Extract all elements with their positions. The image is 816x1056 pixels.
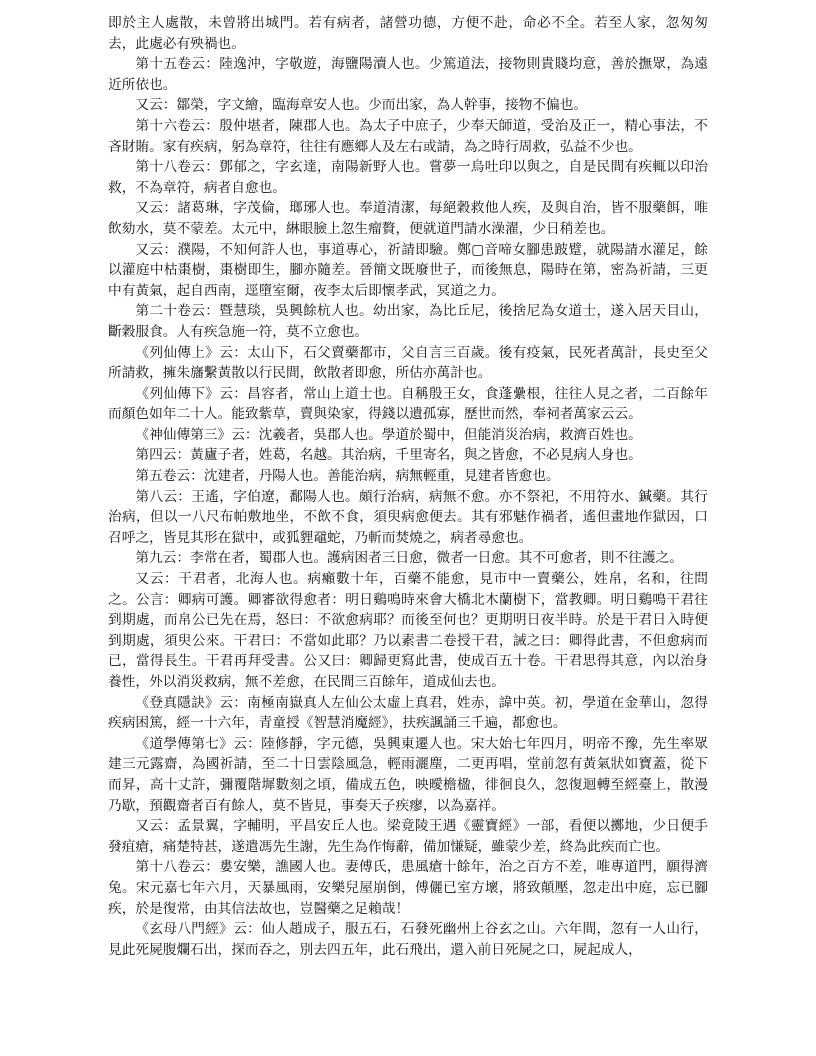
paragraph-huang-luzi: 第四云：黃廬子者，姓葛，名越。其治病，千里寄名，與之皆愈，不必見病人身也。 bbox=[135, 447, 642, 464]
paragraph-liexian-xia: 《列仙傳下》云：昌容者，常山上道士也。自稱殷王女，食蓬纍根，往往人見之者，二百餘年而顏色如年二十人。能致紫草，賣與染家，得錢以遺孤寡，歷世而然，奉祠者萬家云云。 bbox=[108, 385, 708, 423]
paragraph-xuanmu-bamen: 《玄母八門經》云：仙人趙成子，服五石，石發死幽州上谷玄之山。六年間，忽有一人山行，見此死屍腹爛石出，探而吞之，別去四五年，此石飛出，還入前日死屍之口，屍起成人， bbox=[108, 921, 708, 958]
paragraph-deng-yuzhi: 第十八卷云：鄧郁之，字玄達，南陽新野人也。嘗夢一烏吐印以與之，自是民間有疾輒以印治救，不為章符，病者自愈也。 bbox=[108, 159, 708, 196]
paragraph-li-changzai: 第九云：李常在者，蜀郡人也。護病困者三日愈，微者一日愈。其不可愈者，則不往護之。 bbox=[135, 550, 683, 567]
paragraph-gan-jun: 又云：干君者，北海人也。病癩數十年，百藥不能愈，見市中一賣藥公，姓帛，名和，往問之。公言：卿病可護。卿審欲得愈者：明日鷄鳴時來會大橋北木蘭樹下，當教卿。明日鷄鳴干君往到期處，而帛公已先在焉，怒曰：不欲愈病耶？而後至何也？更期明日夜半時。於是干君日入時便到期處，須臾公來。干君曰：不當如此耶？乃以素書二卷授干君，誡之曰：卿得此書，不但愈病而已，當得長生。干君再拜受書。公又曰：卿歸更寫此書，使成百五十卷。干君思得其意，內以治身養性，外以消災救病，無不差愈，在民間三百餘年，道成仙去也。 bbox=[108, 571, 708, 690]
paragraph-meng-jingyi: 又云：孟景翼，字輔明，平昌安丘人也。梁竟陵王遇《靈寶經》一部，看便以擲地，少日便手發疽瘡，痛楚特甚，遂遣馮先生謝，先生為作悔辭，備加慊疑，雖蒙少差，終為此疾而亡也。 bbox=[108, 818, 708, 855]
paragraph-lou-anle: 第十八卷云：婁安樂，譙國人也。妻傅氏，患風瘡十餘年，治之百方不差，唯專道門，願得濟兔。宋元嘉七年六月，天暴風雨，安樂兒屋崩倒，傅儷已室方壞，將致顛壓，忽走出中庭，忘已腳疾，於是復常，由其信法故也，豈醫藥之足賴哉！ bbox=[108, 859, 708, 917]
paragraph-pu-yang: 又云：濮陽，不知何許人也，事道專心，祈請即驗。鄭▢音啼女腳患跛躄，就陽請水灌足，餘以灌庭中枯棗樹，棗樹即生，腳亦隨差。晉簡文既廢世子，而後無息，陽時在第，密為祈請，三更中有黃氣，起自西南，逕墮室爾，夜李太后即懷孝武，冥道之力。 bbox=[108, 241, 708, 299]
paragraph-zhuge-lin: 又云：諸葛琳，字茂倫，瑯琊人也。奉道清潔，每絕穀救他人疾，及與自治，皆不服藥餌，唯飲劾水，莫不蒙差。太元中，綝眼臉上忽生瘤贅，便就道門請水澡濯，少日稍差也。 bbox=[108, 200, 708, 237]
paragraph-shen-jian: 第五卷云：沈建者，丹陽人也。善能治病，病無輕重，見建者皆愈也。 bbox=[135, 468, 560, 485]
paragraph-continued: 即於主人處散，未曾將出城門。若有病者，諸營功德，方便不赴，命必不全。若至人家，忽匆匆去，此處必有殃禍也。 bbox=[108, 15, 708, 52]
paragraph-lu-xiujing: 《道學傳第七》云：陸修靜，字元德，吳興東遷人也。宋大始七年四月，明帝不豫，先生率眾建三元露齋，為國祈請，至二十日雲陰風急，輕雨灑塵，二更再唱，堂前忽有黃氣狀如寶蓋，從下而昇，高十丈許，彌覆階墀數刻之頃，備成五色，映曖檐楹，徘徊良久，忽復迴轉至經臺上，散漫乃歇，預觀齋者百有餘人，莫不皆見，事奏天子疾瘳，以為嘉祥。 bbox=[108, 735, 708, 814]
paragraph-lu-yichong: 第十五卷云：陸逸沖，字敬遊，海鹽陽瀆人也。少篤道法，接物則貴賤均意，善於撫眾，為遠近所依也。 bbox=[108, 56, 708, 93]
paragraph-yin-zhongkan: 第十六卷云：殷仲堪者，陳郡人也。為太子中庶子，少奉天師道，受治及正一，精心事法，不吝財賄。家有疾病，躬為章符，往往有應鄉人及左右或請，為之時行周救，弘益不少也。 bbox=[108, 117, 708, 155]
paragraph-shenxian-3: 《神仙傳第三》云：沈羲者，吳郡人也。學道於蜀中，但能消災治病，救濟百姓也。 bbox=[135, 426, 642, 443]
paragraph-wang-yao: 第八云：王遙，字伯遼，鄱陽人也。頗行治病，病無不愈。亦不祭祀，不用符水、鍼藥。其行治病，但以一八尺布帕敷地坐，不飲不食，須臾病愈便去。其有邪魅作禍者，遙但畫地作獄因，口召呼之，皆見其形在獄中，或狐貍黿蛇，乃斬而焚燒之，病者尋愈也。 bbox=[108, 488, 708, 546]
paragraph-dengzhen-yinjue: 《登真隱訣》云：南極南嶽真人左仙公太虛上真君，姓赤，諱中英。初，學道在金華山，忽得疾病困篤，經一十六年，青童授《智慧消魔經》，扶疾諷誦三千遍，都愈也。 bbox=[108, 694, 708, 732]
paragraph-ji-huiyan: 第二十卷云：暨慧琰，吳興餘杭人也。幼出家，為比丘尼，後捨尼為女道士，遂入居天目山，斷穀服食。人有疾急施一符，莫不立愈也。 bbox=[108, 303, 708, 340]
paragraph-zou-rong: 又云：鄒榮，字文繪，臨海章安人也。少而出家，為人幹事，接物不偏也。 bbox=[135, 97, 588, 114]
paragraph-liexian-shang: 《列仙傳上》云：太山下，石父賣藥都市，父自言三百歲。後有疫氣，民死者萬計，長史至父所請救，擁朱旛繫黃散以行民間，飲散者即愈，所估亦萬計也。 bbox=[108, 344, 708, 382]
